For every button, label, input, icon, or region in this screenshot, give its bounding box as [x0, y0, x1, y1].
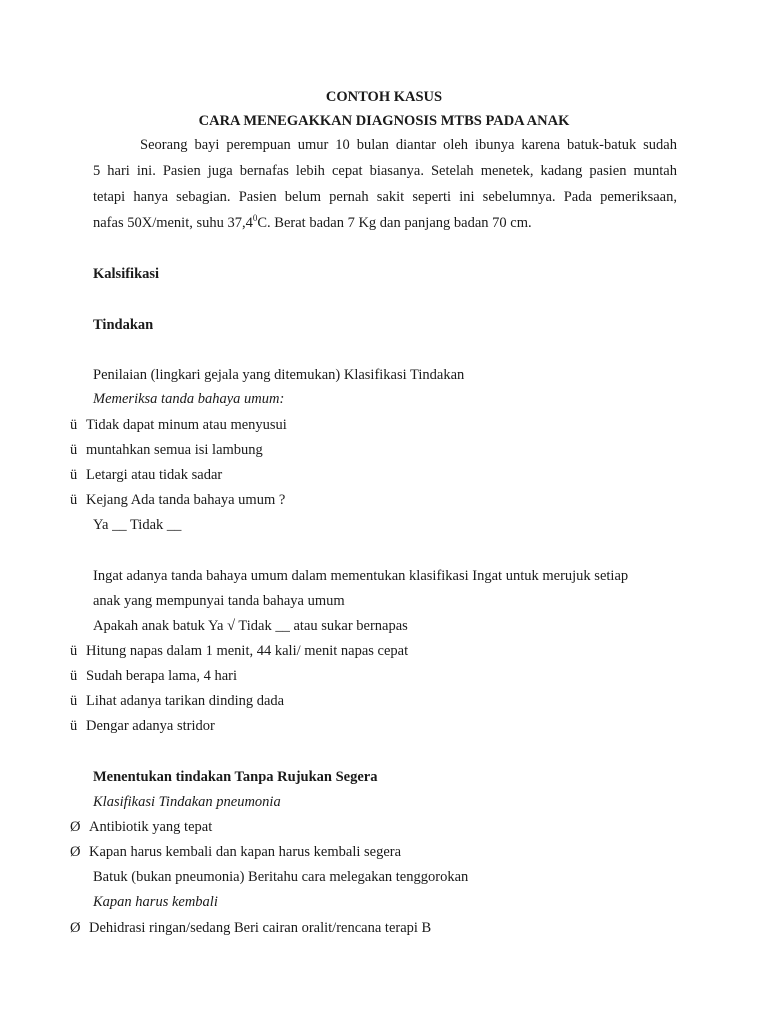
list-item-text: Antibiotik yang tepat [89, 819, 213, 835]
klasifikasi-pneumonia-line: Klasifikasi Tindakan pneumonia [93, 794, 281, 810]
heading-klasifikasi: Kalsifikasi [93, 266, 160, 282]
arrow-bullet-icon: Ø [70, 920, 81, 936]
case-line-2: 5 hari ini. Pasien juga bernafas lebih cepat biasanya. Setelah menetek, kadang pasien muntah [93, 163, 677, 179]
ya-tidak-line: Ya __ Tidak __ [93, 517, 182, 533]
document-subtitle: CARA MENEGAKKAN DIAGNOSIS MTBS PADA ANAK [198, 113, 570, 129]
case-line-4-a: nafas 50X/menit, suhu 37,4 [93, 215, 253, 231]
ingat-line-2: anak yang mempunyai tanda bahaya umum [93, 593, 345, 609]
list-item-text: Kejang Ada tanda bahaya umum ? [86, 492, 286, 508]
case-line-1: Seorang bayi perempuan umur 10 bulan diantar oleh ibunya karena batuk-batuk sudah [140, 137, 677, 153]
ingat-line-1: Ingat adanya tanda bahaya umum dalam mementukan klasifikasi Ingat untuk merujuk setiap [93, 568, 629, 584]
case-line-3: tetapi hanya sebagian. Pasien belum pernah sakit seperti ini sebelumnya. Pada pemeriksaan, [93, 189, 677, 205]
list-item-text: Kapan harus kembali dan kapan harus kembali segera [89, 844, 402, 860]
heading-menentukan: Menentukan tindakan Tanpa Rujukan Segera [93, 769, 378, 785]
check-mark-icon: ü [70, 718, 78, 734]
check-mark-icon: ü [70, 492, 78, 508]
check-mark-icon: ü [70, 417, 78, 433]
list-item-text: Dehidrasi ringan/sedang Beri cairan oralit/rencana terapi B [89, 920, 432, 936]
arrow-bullet-icon: Ø [70, 844, 81, 860]
check-mark-icon: ü [70, 442, 78, 458]
list-item-text: Dengar adanya stridor [86, 718, 215, 734]
arrow-bullet-icon: Ø [70, 819, 81, 835]
batuk-line: Batuk (bukan pneumonia) Beritahu cara melegakan tenggorokan [93, 869, 469, 885]
penilaian-line: Penilaian (lingkari gejala yang ditemukan) Klasifikasi Tindakan [93, 367, 465, 383]
list-item-text: Sudah berapa lama, 4 hari [86, 668, 237, 684]
check-mark-icon: ü [70, 668, 78, 684]
list-item-text: Tidak dapat minum atau menyusui [86, 417, 287, 433]
heading-tindakan: Tindakan [93, 317, 154, 333]
kapan-line: Kapan harus kembali [93, 894, 218, 910]
degree-superscript: 0 [252, 213, 258, 224]
check-mark-icon: ü [70, 467, 78, 483]
check-mark-icon: ü [70, 643, 78, 659]
list-item-text: Letargi atau tidak sadar [86, 467, 223, 483]
apakah-line: Apakah anak batuk Ya √ Tidak __ atau sukar bernapas [93, 618, 408, 634]
case-line-4-b: C. Berat badan 7 Kg dan panjang badan 70 cm. [257, 215, 532, 231]
list-item-text: muntahkan semua isi lambung [86, 442, 263, 458]
list-item-text: Hitung napas dalam 1 menit, 44 kali/ menit napas cepat [86, 643, 409, 659]
memeriksa-line: Memeriksa tanda bahaya umum: [93, 391, 285, 407]
document-title: CONTOH KASUS [325, 89, 443, 105]
check-mark-icon: ü [70, 693, 78, 709]
case-line-4 [93, 214, 532, 232]
list-item-text: Lihat adanya tarikan dinding dada [86, 693, 285, 709]
